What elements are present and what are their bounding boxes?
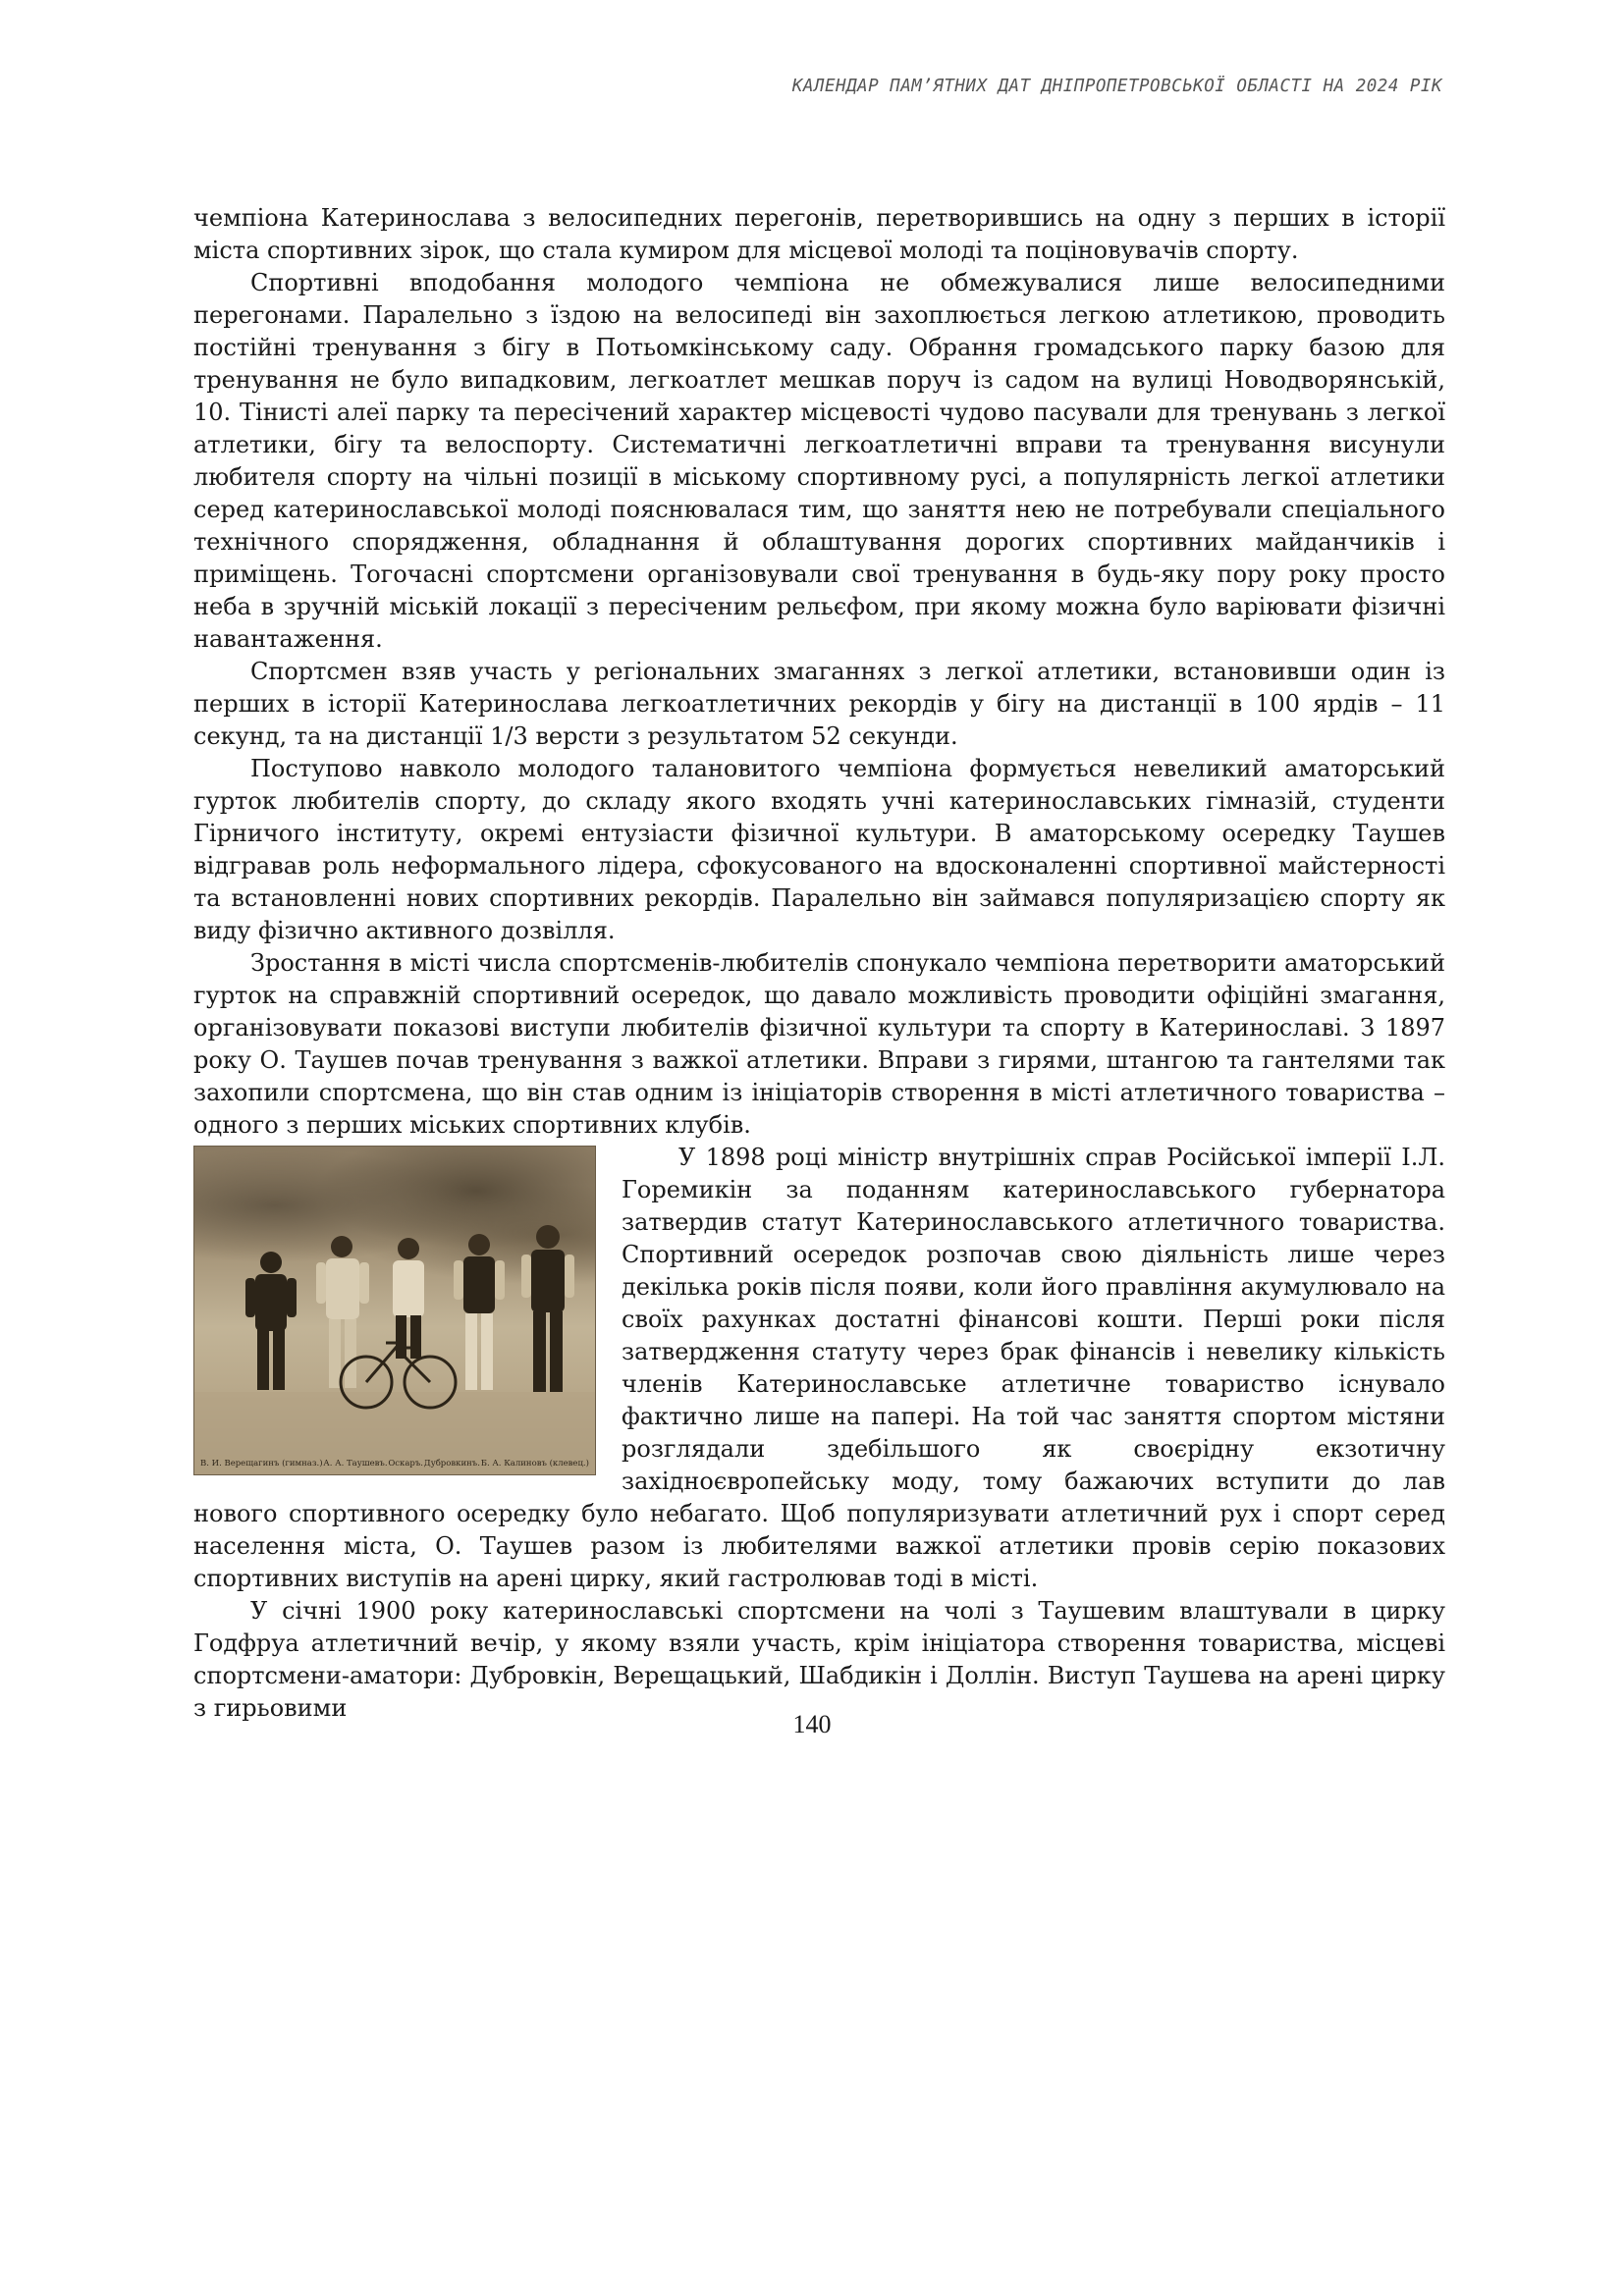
paragraph: чемпіона Катеринослава з велосипедних перегонів, перетворившись на одну з перших в історії міста спортивних зірок, що стала кумиром для місцевої молоді та поціновувачів спорту. <box>193 204 1445 264</box>
page-number: 140 <box>792 1710 832 1738</box>
body-text <box>193 202 1445 1725</box>
caption-name: В. И. Верещагинъ (гимназ.) <box>200 1459 323 1468</box>
paragraph: У 1898 році міністр внутрішніх справ Російської імперії І.Л. Горемикін за поданням катеринославського губернатора затвердив статут Катеринославського атлетичного товариства. Спортивний осередок розпочав свою діяльність лише через декілька років після появи, коли його правління акумулювало на своїх рахунках достатні фінансові кошти. Перші роки після затвердження статуту через брак фінансів і невелику кількість членів Катеринославське атлетичне товариство існувало фактично лише на папері. На той час заняття спортом містяни розглядали здебільшого як своєрідну екзотичну західноєвропейську моду, тому бажаючих вступити до лав нового спортивного осередку було небагато. Щоб популяризувати атлетичний рух і спорт серед населення міста, О. Таушев разом із любителями важкої атлетики провів серію показових спортивних виступів на арені цирку, який гастролював тоді в місті. <box>193 1144 1445 1592</box>
athletes-photo-image <box>193 1146 596 1475</box>
caption-name: Б. А. Калиновъ (клевец.) <box>480 1459 589 1468</box>
athletes-figures-illustration <box>194 1147 596 1475</box>
paragraph: У січні 1900 року катеринославські спортсмени на чолі з Таушевим влаштували в цирку Годфруа атлетичний вечір, у якому взяли участь, крім ініціатора створення товариства, місцеві спортсмени-аматори: Дубровкін, Верещацький, Шабдикін і Доллін. Виступ Таушева на арені цирку з гирьовими <box>193 1597 1445 1722</box>
photo-caption <box>200 1459 589 1468</box>
caption-name: А. А. Таушевъ. <box>323 1459 388 1468</box>
paragraph: Зростання в місті числа спортсменів-любителів спонукало чемпіона перетворити аматорський гурток на справжній спортивний осередок, що давало можливість проводити офіційні змагання, організовувати показові виступи любителів фізичної культури та спорту в Катеринославі. З 1897 року О. Таушев почав тренування з важкої атлетики. Вправи з гирями, штангою та гантелями так захопили спортсмена, що він став одним із ініціаторів створення в місті атлетичного товариства – одного з перших міських спортивних клубів. <box>193 949 1445 1139</box>
caption-name: Дубровкинъ. <box>423 1459 480 1468</box>
paragraph: Поступово навколо молодого талановитого чемпіона формується невеликий аматорський гурток любителів спорту, до складу якого входять учні катеринославських гімназій, студенти Гірничого інституту, окремі ентузіасти фізичної культури. В аматорському осередку Таушев відгравав роль неформального лідера, сфокусованого на вдосконаленні спортивної майстерності та встановленні нових спортивних рекордів. Паралельно він займався популяризацією спорту як виду фізично активного дозвілля. <box>193 755 1445 944</box>
historical-photo <box>193 1146 596 1475</box>
caption-name: Оскаръ. <box>388 1459 423 1468</box>
running-header: КАЛЕНДАР ПАМ’ЯТНИХ ДАТ ДНІПРОПЕТРОВСЬКОЇ ОБЛАСТІ НА 2024 РІК <box>791 77 1442 96</box>
paragraph: Спортивні вподобання молодого чемпіона не обмежувалися лише велосипедними перегонами. Паралельно з їздою на велосипеді він захоплюється легкою атлетикою, проводить постійні тренування з бігу в Потьомкінському саду. Обрання громадського парку базою для тренування не було випадковим, легкоатлет мешкав поруч із садом на вулиці Новодворянській, 10. Тінисті алеї парку та пересічений характер місцевості чудово пасували для тренувань з легкої атлетики, бігу та велоспорту. Систематичні легкоатлетичні вправи та тренування висунули любителя спорту на чільні позиції в міському спортивному русі, а популярність легкої атлетики серед катеринославської молоді пояснювалася тим, що заняття нею не потребували спеціального технічного спорядження, обладнання й облаштування дорогих спортивних майданчиків і приміщень. Тогочасні спортсмени організовували свої тренування в будь-яку пору року просто неба в зручній міській локації з пересіченим рельєфом, при якому можна було варіювати фізичні навантаження. <box>193 269 1445 653</box>
paragraph: Спортсмен взяв участь у регіональних змаганнях з легкої атлетики, встановивши один із перших в історії Катеринослава легкоатлетичних рекордів у бігу на дистанції в 100 ярдів – 11 секунд, та на дистанції 1/3 версти з результатом 52 секунди. <box>193 658 1445 750</box>
